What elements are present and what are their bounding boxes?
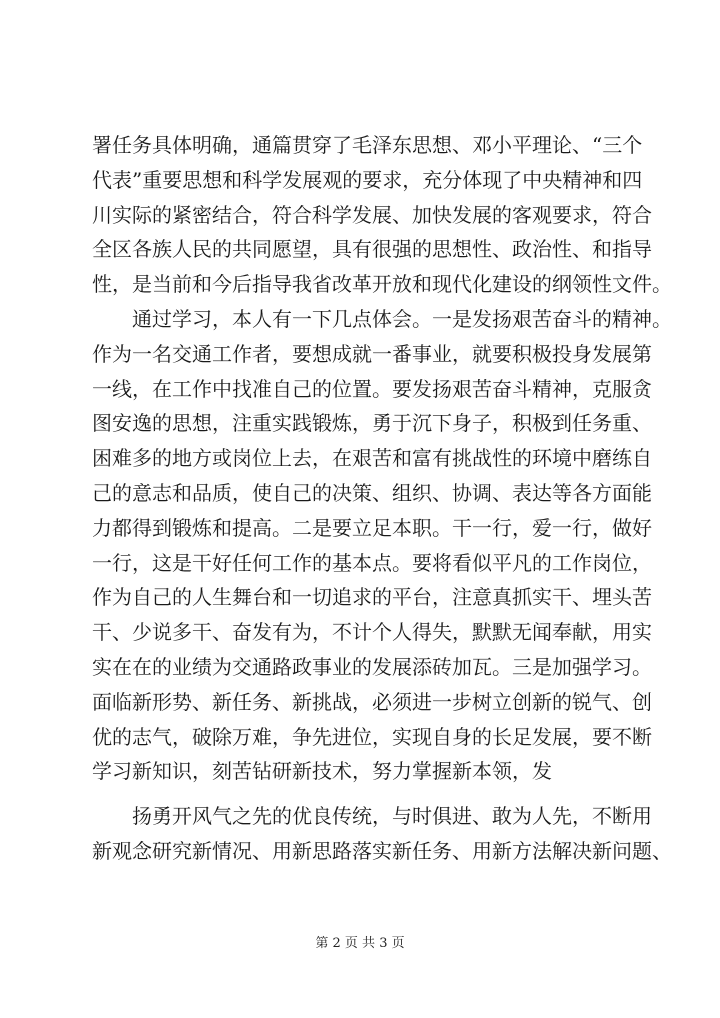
text-line: 实在在的业绩为交通路政事业的发展添砖加瓦。三是加强学习。: [92, 654, 652, 679]
page-number: 第 2 页 共 3 页: [315, 936, 405, 951]
text-line: 优的志气，破除万难，争先进位，实现自身的长足发展，要不断: [92, 724, 652, 749]
paragraph-1: [92, 128, 672, 302]
paragraph-gap: [92, 789, 642, 799]
text-line: 全区各族人民的共同愿望，具有很强的思想性、政治性、和指导: [92, 237, 652, 262]
text-line: 干、少说多干、奋发有为，不计个人得失，默默无闻奉献，用实: [92, 620, 652, 645]
page-footer: [0, 932, 720, 951]
text-line: 作为一名交通工作者，要想成就一番事业，就要积极投身发展第: [92, 341, 652, 366]
text-line: 性，是当前和今后指导我省改革开放和现代化建设的纲领性文件。: [92, 272, 672, 297]
text-line: 学习新知识，刻苦钻研新技术，努力掌握新本领，发: [92, 759, 552, 784]
text-line: 通过学习，本人有一下几点体会。一是发扬艰苦奋斗的精神。: [132, 306, 672, 331]
text-line: 面临新形势、新任务、新挑战，必须进一步树立创新的锐气、创: [92, 689, 652, 714]
body-text: [92, 128, 672, 869]
text-line: 川实际的紧密结合，符合科学发展、加快发展的客观要求，符合: [92, 202, 652, 227]
text-line: 己的意志和品质，使自己的决策、组织、协调、表达等各方面能: [92, 480, 652, 505]
paragraph-3: [92, 799, 672, 869]
text-line: 作为自己的人生舞台和一切追求的平台，注意真抓实干、埋头苦: [92, 585, 652, 610]
text-line: 力都得到锻炼和提高。二是要立足本职。干一行，爱一行，做好: [92, 515, 652, 540]
paragraph-2: [92, 302, 672, 789]
text-line: 代表”重要思想和科学发展观的要求，充分体现了中央精神和四: [92, 167, 643, 192]
text-line: 署任务具体明确，通篇贯穿了毛泽东思想、邓小平理论、“三个: [92, 133, 643, 157]
text-line: 一行，这是干好任何工作的基本点。要将看似平凡的工作岗位，: [92, 550, 652, 575]
text-line: 新观念研究新情况、用新思路落实新任务、用新方法解决新问题、: [92, 838, 672, 863]
text-line: 困难多的地方或岗位上去，在艰苦和富有挑战性的环境中磨练自: [92, 446, 652, 471]
text-line: 一线，在工作中找准自己的位置。要发扬艰苦奋斗精神，克服贪: [92, 376, 652, 401]
text-line: 图安逸的思想，注重实践锻炼，勇于沉下身子，积极到任务重、: [92, 411, 652, 436]
text-line: 扬勇开风气之先的优良传统，与时俱进、敢为人先，不断用: [132, 804, 652, 829]
